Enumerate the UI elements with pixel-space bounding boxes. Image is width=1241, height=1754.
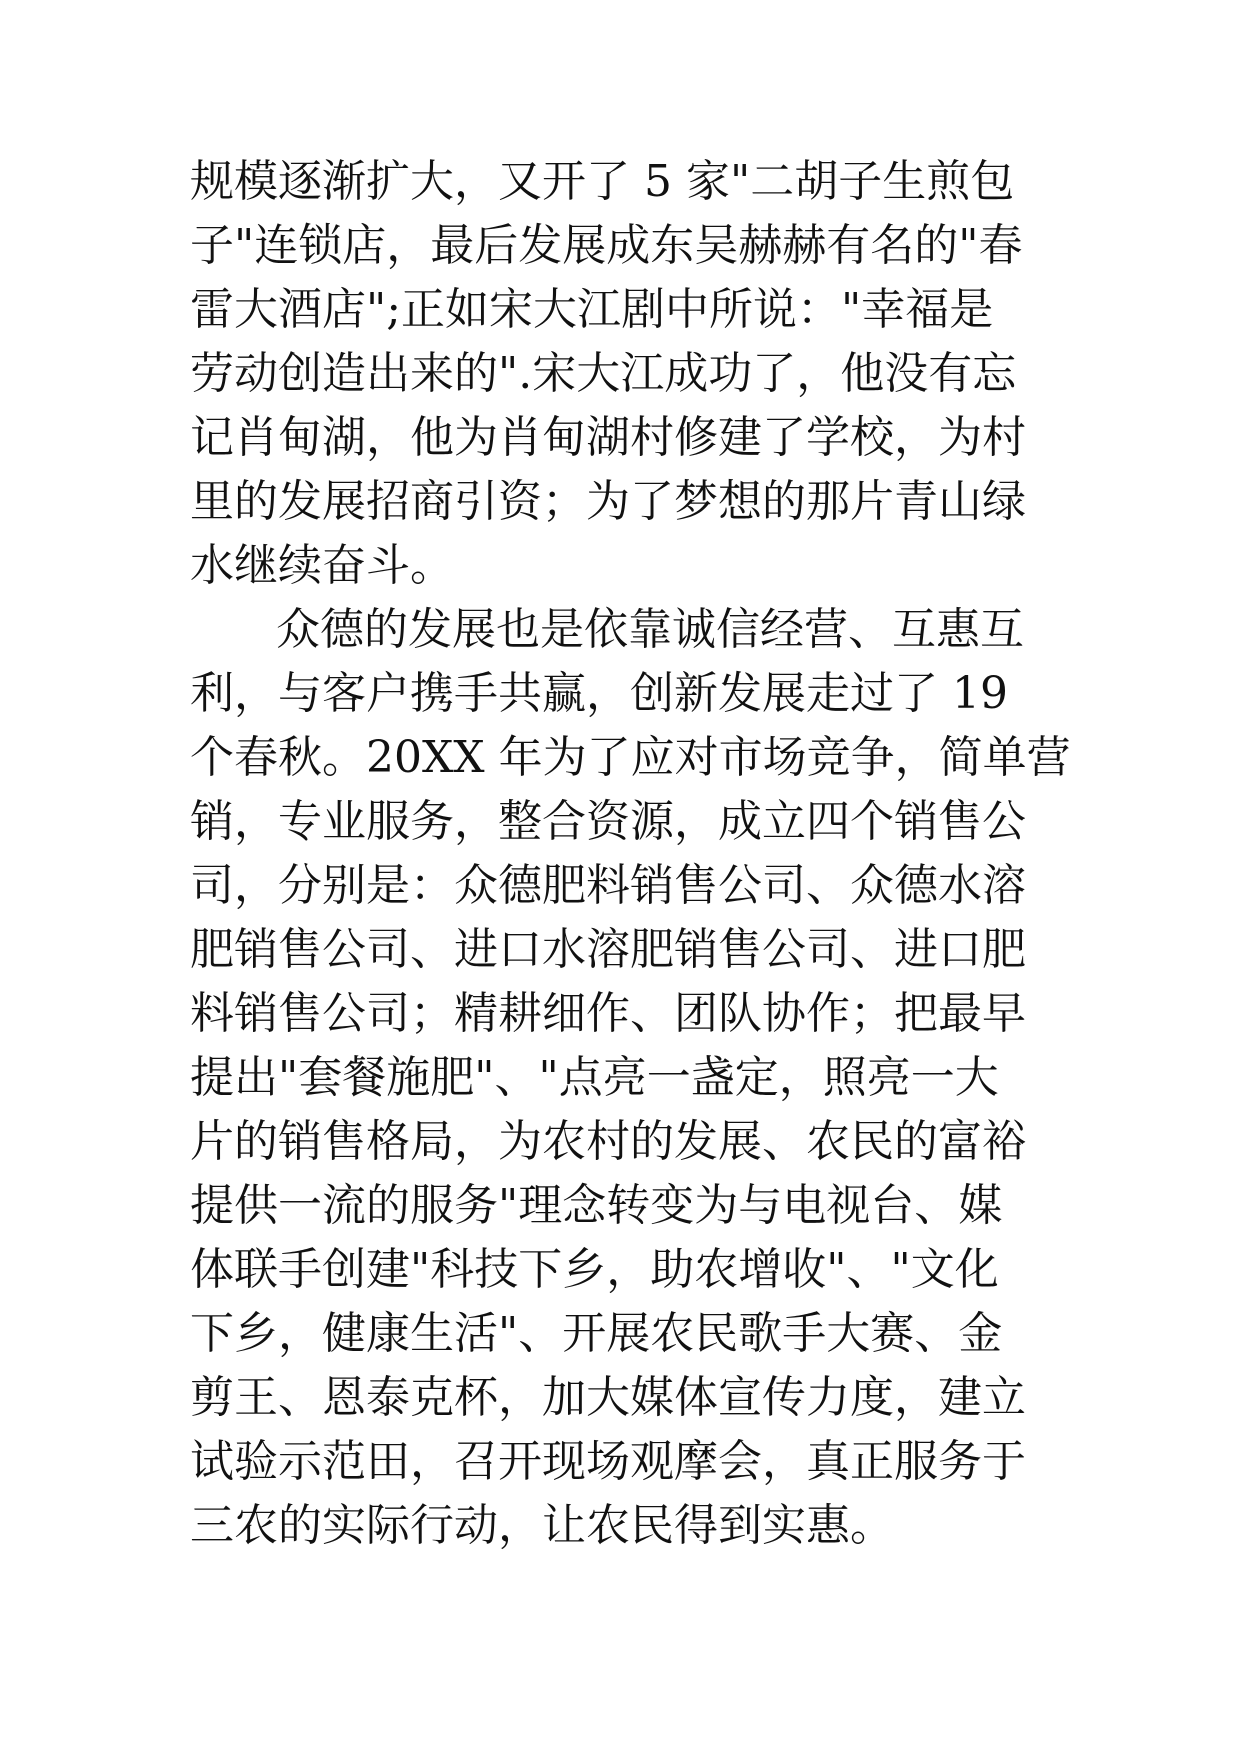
paragraph-1-line-1: 规模逐渐扩大，又开了 5 家"二胡子生煎包	[190, 156, 1015, 207]
paragraph-2-line-3: 个春秋。20XX 年为了应对市场竞争，简单营	[190, 732, 1071, 783]
paragraph-2-line-1: 众德的发展也是依靠诚信经营、互惠互	[276, 604, 1024, 655]
paragraph-1-line-3: 雷大酒店";正如宋大江剧中所说："幸福是	[190, 284, 994, 335]
paragraph-1-line-2: 子"连锁店，最后发展成东吴赫赫有名的"春	[190, 220, 1023, 271]
body-text	[190, 150, 1070, 1558]
paragraph-2-line-11: 体联手创建"科技下乡，助农增收"、"文化	[190, 1244, 999, 1295]
paragraph-1-line-6: 里的发展招商引资；为了梦想的那片青山绿	[190, 476, 1026, 527]
paragraph-2-line-6: 肥销售公司、进口水溶肥销售公司、进口肥	[190, 924, 1026, 975]
paragraph-2-line-13: 剪王、恩泰克杯，加大媒体宣传力度，建立	[190, 1372, 1026, 1423]
paragraph-1-line-7: 水继续奋斗。	[190, 540, 454, 591]
paragraph-2-line-14: 试验示范田，召开现场观摩会，真正服务于	[190, 1436, 1026, 1487]
paragraph-2-line-4: 销，专业服务，整合资源，成立四个销售公	[190, 796, 1026, 847]
paragraph-2-line-7: 料销售公司；精耕细作、团队协作；把最早	[190, 988, 1026, 1039]
paragraph-2-line-12: 下乡，健康生活"、开展农民歌手大赛、金	[190, 1308, 1003, 1359]
paragraph-2-line-8: 提出"套餐施肥"、"点亮一盏定，照亮一大	[190, 1052, 999, 1103]
paragraph-1-line-4: 劳动创造出来的".宋大江成功了，他没有忘	[190, 348, 1017, 399]
paragraph-2-line-10: 提供一流的服务"理念转变为与电视台、媒	[190, 1180, 1003, 1231]
paragraph-2-line-9: 片的销售格局，为农村的发展、农民的富裕	[190, 1116, 1026, 1167]
paragraph-2-line-2: 利，与客户携手共赢，创新发展走过了 19	[190, 668, 1008, 719]
paragraph-1-line-5: 记肖甸湖，他为肖甸湖村修建了学校，为村	[190, 412, 1026, 463]
paragraph-2-line-5: 司，分别是：众德肥料销售公司、众德水溶	[190, 860, 1026, 911]
paragraph-2-line-15: 三农的实际行动，让农民得到实惠。	[190, 1500, 894, 1551]
